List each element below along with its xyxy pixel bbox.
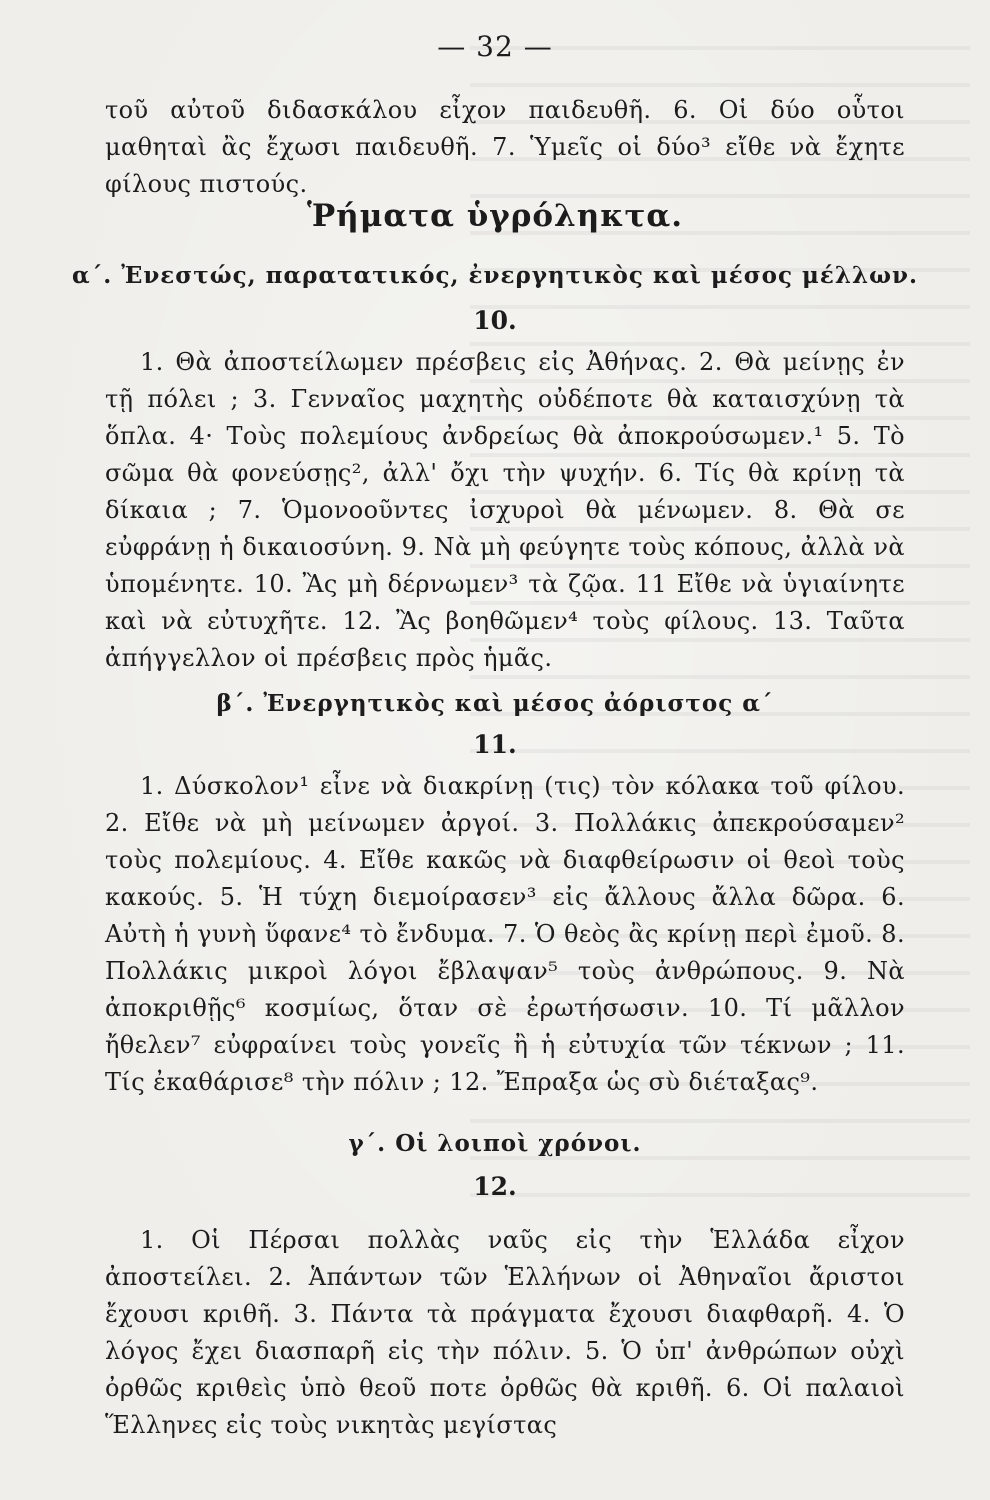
section-c-body — [105, 1222, 905, 1444]
section-a-heading: α΄. Ἐνεστώς, παρατατικός, ἐνεργητικὸς καὶ μέσος μέλλων. — [72, 262, 918, 289]
section-c-number: 12. — [473, 1172, 517, 1201]
section-b-number: 11. — [473, 730, 517, 759]
page-number: — 32 — — [437, 30, 553, 63]
section-b-text: 1. Δύσκολον¹ εἶνε νὰ διακρίνῃ (τις) τὸν κόλακα τοῦ φίλου. 2. Εἴθε νὰ μὴ μείνωμεν ἀργοί. 3. Πολλάκις ἀπεκρούσαμεν² τοὺς πολεμίους. 4. Εἴθε κακῶς νὰ διαφθείρωσιν οἱ θεοὶ τοὺς κακούς. 5. Ἡ τύχη διεμοίρασεν³ εἰς ἄλλους ἄλλα δῶρα. 6. Αὐτὴ ἡ γυνὴ ὕφανε⁴ τὸ ἔνδυμα. 7. Ὁ θεὸς ἂς κρίνῃ περὶ ἐμοῦ. 8. Πολλάκις μικροὶ λόγοι ἔβλαψαν⁵ τοὺς ἀνθρώπους. 9. Νὰ ἀποκριθῇς⁶ κοσμίως, ὅταν σὲ ἐρωτήσωσιν. 10. Τί μᾶλλον ἤθελεν⁷ εὐφραίνει τοὺς γονεῖς ἢ ἡ εὐτυχία τῶν τέκνων ; 11. Τίς ἐκαθάρισε⁸ τὴν πόλιν ; 12. Ἔπραξα ὡς σὺ διέταξας⁹. — [105, 772, 905, 1096]
intro-text: τοῦ αὐτοῦ διδασκάλου εἶχον παιδευθῆ. 6. Οἱ δύο οὗτοι μαθηταὶ ἂς ἔχωσι παιδευθῆ. 7. Ὑμεῖς οἱ δύο³ εἴθε νὰ ἔχητε φίλους πιστούς. — [105, 96, 905, 198]
intro-paragraph — [105, 92, 905, 203]
section-a-body — [105, 344, 905, 677]
section-b-body — [105, 768, 905, 1101]
section-c-text: 1. Οἱ Πέρσαι πολλὰς ναῦς εἰς τὴν Ἑλλάδα εἶχον ἀποστείλει. 2. Ἁπάντων τῶν Ἑλλήνων οἱ Ἀθηναῖοι ἄριστοι ἔχουσι κριθῆ. 3. Πάντα τὰ πράγματα ἔχουσι διαφθαρῆ. 4. Ὁ λόγος ἔχει διασπαρῆ εἰς τὴν πόλιν. 5. Ὁ ὑπ' ἀνθρώπων οὐχὶ ὀρθῶς κριθεὶς ὑπὸ θεοῦ ποτε ὀρθῶς θὰ κριθῆ. 6. Οἱ παλαιοὶ Ἕλληνες εἰς τοὺς νικητὰς μεγίστας — [105, 1226, 905, 1439]
section-b-heading: β΄. Ἐνεργητικὸς καὶ μέσος ἀόριστος α΄ — [216, 690, 774, 717]
section-a-number: 10. — [473, 306, 517, 335]
section-c-heading: γ΄. Οἱ λοιποὶ χρόνοι. — [348, 1130, 642, 1157]
main-heading: Ῥήματα ὑγρόληκτα. — [306, 198, 684, 234]
section-a-text: 1. Θὰ ἀποστείλωμεν πρέσβεις εἰς Ἀθήνας. 2. Θὰ μείνῃς ἐν τῇ πόλει ; 3. Γενναῖος μαχητὴς οὐδέποτε θὰ καταισχύνῃ τὰ ὅπλα. 4· Τοὺς πολεμίους ἀνδρείως θὰ ἀποκρούσωμεν.¹ 5. Τὸ σῶμα θὰ φονεύσῃς², ἀλλ' ὄχι τὴν ψυχήν. 6. Τίς θὰ κρίνῃ τὰ δίκαια ; 7. Ὁμονοοῦντες ἰσχυροὶ θὰ μένωμεν. 8. Θὰ σε εὐφράνῃ ἡ δικαιοσύνη. 9. Νὰ μὴ φεύγητε τοὺς κόπους, ἀλλὰ νὰ ὑπομένητε. 10. Ἂς μὴ δέρνωμεν³ τὰ ζῷα. 11 Εἴθε νὰ ὑγιαίνητε καὶ νὰ εὐτυχῆτε. 12. Ἂς βοηθῶμεν⁴ τοὺς φίλους. 13. Ταῦτα ἀπήγγελλον οἱ πρέσβεις πρὸς ἡμᾶς. — [105, 348, 905, 672]
